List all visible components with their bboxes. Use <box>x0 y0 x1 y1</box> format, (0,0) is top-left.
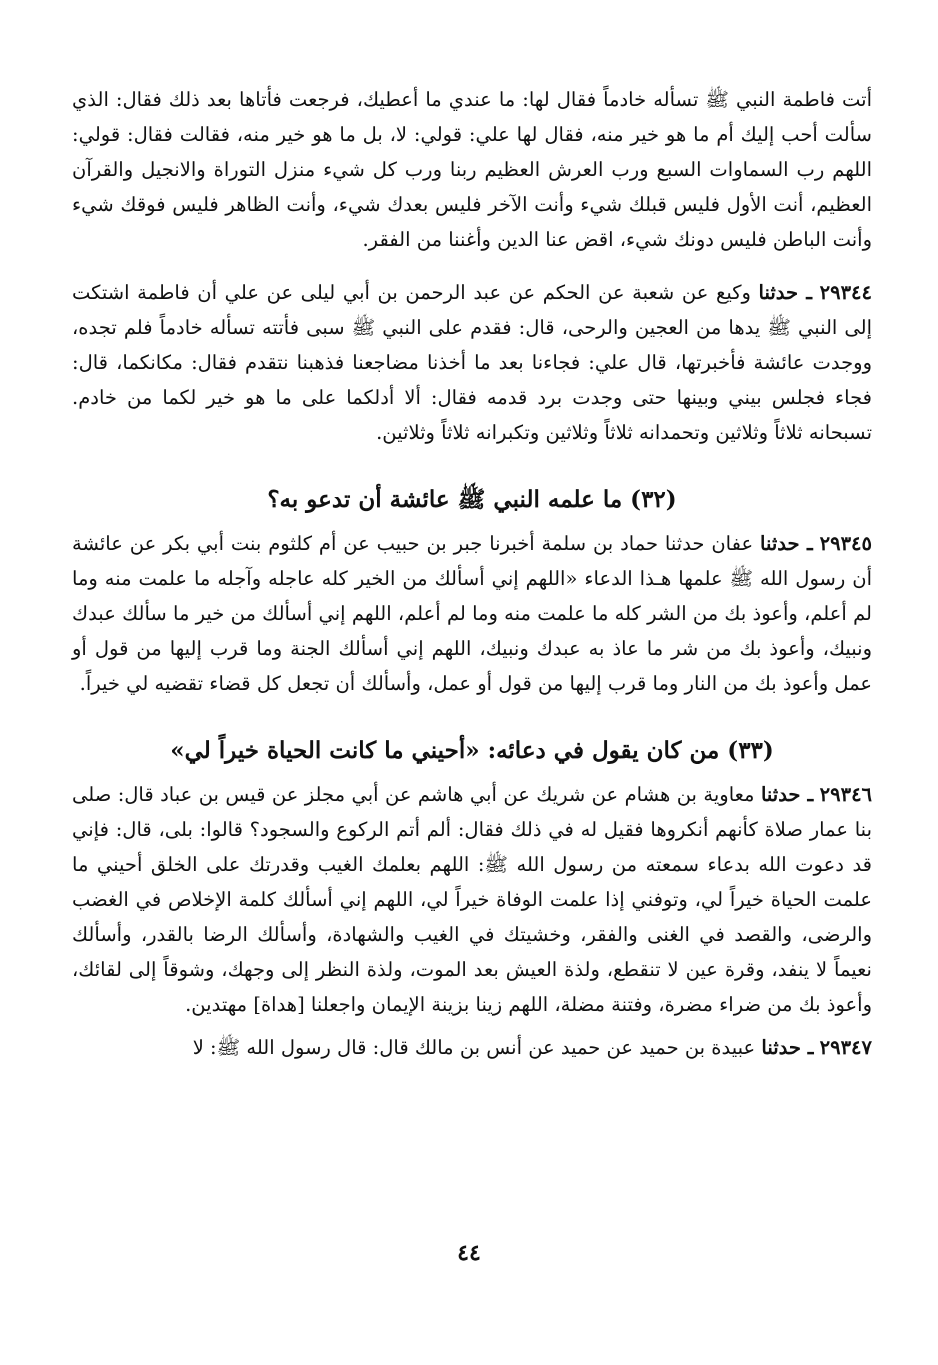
hadith-number: ٢٩٣٤٥ <box>819 532 873 555</box>
hadith-29347 <box>72 1030 872 1065</box>
hadith-intro: ـ حدثنا <box>760 532 813 555</box>
hadith-number: ٢٩٣٤٧ <box>819 1036 872 1059</box>
hadith-intro: ـ حدثنا <box>758 281 813 304</box>
hadith-intro: ـ حدثنا <box>761 1036 814 1059</box>
section-heading-32: (٣٢) ما علمه النبي ﷺ عائشة أن تدعو به؟ <box>267 486 677 513</box>
hadith-29344 <box>72 275 872 450</box>
hadith-number: ٢٩٣٤٦ <box>819 783 873 806</box>
hadith-29345 <box>72 526 872 701</box>
hadith-text: معاوية بن هشام عن شريك عن أبي هاشم عن أبي مجلز عن قيس بن عباد قال: صلى بنا عمار صلاة كأنهم أنكروها فقيل له في ذلك فقال: ألم أتم الركوع والسجود؟ قالوا: بلى، قال: فإني قد دعوت الله بدعاء سمعته من رسول الله ﷺ: اللهم بعلمك الغيب وقدرتك على الخلق أحيني ما علمت الحياة خيراً لي، وتوفني إذا علمت الوفاة خيراً لي، اللهم إني أسألك كلمة الإخلاص في الغضب والرضى، والقصد في الغنى والفقر، وخشيتك في الغيب والشهادة، وأسألك الرضا بالقدر، وأسألك نعيماً لا ينفد، وقرة عين لا تنقطع، ولذة العيش بعد الموت، ولذة النظر إلى وجهك، وشوقاً إلى لقائك، وأعوذ بك من ضراء مضرة، وفتنة مضلة، اللهم زينا بزينة الإيمان واجعلنا [هداة] مهتدين. <box>72 783 872 1016</box>
hadith-text: عبيدة بن حميد عن حميد عن أنس بن مالك قال: قال رسول الله ﷺ: لا <box>192 1036 756 1059</box>
hadith-text: عفان حدثنا حماد بن سلمة أخبرنا جبر بن حبيب عن أم كلثوم بنت أبي بكر عن عائشة أن رسول الله ﷺ علمها هـذا الدعاء «اللهم إني أسألك من الخير كله عاجله وآجله ما علمت منه وما لم أعلم، وأعوذ بك من الشر كله ما علمت منه وما لم أعلم، اللهم إني أسألك من خير ما سألك عبدك ونبيك، وأعوذ بك من شر ما عاذ به عبدك ونبيك، اللهم إني أسألك الجنة وما قرب إليها من قول أو عمل وأعوذ بك من النار وما قرب إليها من قول أو عمل، وأسألك أن تجعل كل قضاء تقضيه لي خيراً. <box>72 532 872 695</box>
hadith-29346 <box>72 777 872 1022</box>
section-heading-33: (٣٣) من كان يقول في دعائه: «أحيني ما كانت الحياة خيراً لي» <box>170 737 774 764</box>
page-body <box>72 82 872 1065</box>
hadith-text: وكيع عن شعبة عن الحكم عن عبد الرحمن بن أبي ليلى عن علي أن فاطمة اشتكت إلى النبي ﷺ يدها من العجين والرحى، قال: فقدم على النبي ﷺ سبى فأتته تسأله خادماً فلم تجده، ووجدت عائشة فأخبرتها، قال علي: فجاءنا بعد ما أخذنا مضاجعنا فذهبنا نتقدم فقال: مكانكما، قال: فجاء فجلس بيني وبينها حتى وجدت برد قدمه فقال: ألا أدلكما على ما هو خير لكما من خادم. تسبحانه ثلاثاً وثلاثين وتحمدانه ثلاثاً وثلاثين وتكبرانه ثلاثاً وثلاثين. <box>72 281 872 444</box>
paragraph-continuation: أتت فاطمة النبي ﷺ تسأله خادماً فقال لها: ما عندي ما أعطيك، فرجعت فأتاها بعد ذلك فقال: الذي سألت أحب إليك أم ما هو خير منه، فقال لها علي: قولي: لا، بل ما هو خير منه، فقالت فقال: قولي: اللهم رب السماوات السبع ورب العرش العظيم ربنا ورب كل شيء منزل التوراة والانجيل والقرآن العظيم، أنت الأول فليس قبلك شيء وأنت الآخر فليس بعدك شيء، وأنت الظاهر فليس فوقك شيء وأنت الباطن فليس دونك شيء، اقض عنا الدين وأغننا من الفقر. <box>72 88 872 251</box>
hadith-intro: ـ حدثنا <box>760 783 814 806</box>
page-number: ٤٤ <box>457 1240 481 1266</box>
hadith-number: ٢٩٣٤٤ <box>819 281 873 304</box>
